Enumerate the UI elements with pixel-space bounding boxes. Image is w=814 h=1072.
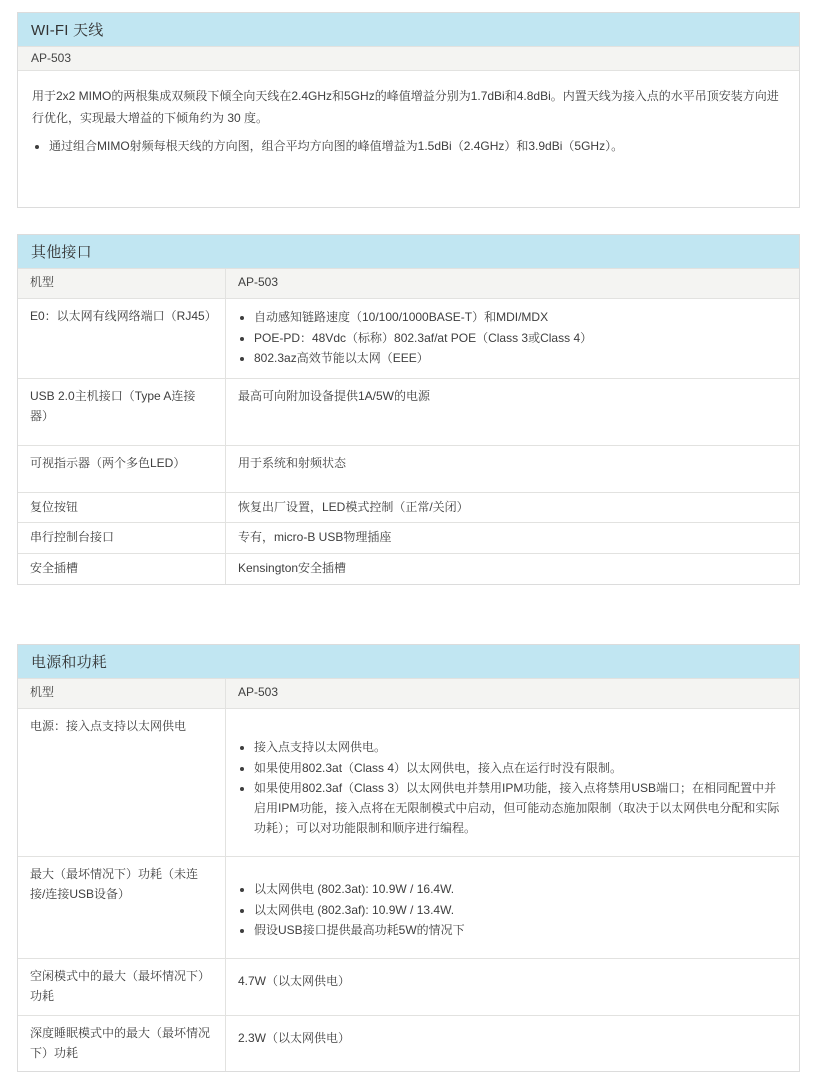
antenna-paragraph: 用于2x2 MIMO的两根集成双频段下倾全向天线在2.4GHz和5GHz的峰值增益分别为1.7dBi和4.8dBi。内置天线为接入点的水平吊顶安装方向进行优化，实现最大增益的下倾角约为 30 度。 (32, 89, 779, 126)
table-row-visual-indicators (18, 445, 799, 492)
section-title-other-interfaces: 其他接口 (18, 235, 799, 268)
row-label: 安全插槽 (18, 554, 226, 584)
table-row-security-slot (18, 553, 799, 584)
antenna-description-cell (18, 70, 799, 207)
row-value: 用于系统和射频状态 (238, 455, 347, 470)
table-header-row (18, 678, 799, 708)
section-title-wifi-antenna: WI-FI 天线 (18, 13, 799, 46)
antenna-bullet: • 通过组合MIMO射频每根天线的方向图，组合平均方向图的峰值增益为1.5dBi（2.4GHz）和3.9dBi（5GHz）。 (49, 135, 785, 157)
bullet-item: • 如果使用802.3at（Class 4）以太网供电，接入点在运行时没有限制。 (254, 759, 787, 779)
bullet-item: • 接入点支持以太网供电。 (254, 738, 787, 758)
spec-document (17, 12, 800, 1072)
section-other-interfaces (17, 234, 800, 585)
table-row-deepsleep-consumption (18, 1015, 799, 1072)
row-value (226, 709, 799, 856)
table-row-reset-button (18, 492, 799, 523)
bullet-item: • 如果使用802.3af（Class 3）以太网供电并禁用IPM功能，接入点将禁用USB端口；在相同配置中并启用IPM功能，接入点将在无限制模式中启动，但可能动态施加限制（取决于以太网供电分配和实际功耗）；可以对功能限制和顺序进行编程。 (254, 779, 787, 838)
section-wifi-antenna (17, 12, 800, 208)
table-row-power-source (18, 708, 799, 856)
table-row-serial-console (18, 522, 799, 553)
row-value: 2.3W（以太网供电） (238, 1030, 351, 1045)
row-value (226, 857, 799, 958)
row-label: 可视指示器（两个多色LED） (18, 446, 226, 492)
bullet-item: • 以太网供电 (802.3at): 10.9W / 16.4W. (254, 880, 787, 900)
column-header-ap503: AP-503 (238, 684, 279, 699)
table-header-row (18, 268, 799, 298)
column-header-ap503: AP-503 (238, 275, 279, 289)
row-label: 串行控制台接口 (18, 523, 226, 553)
row-label: 最大（最坏情况下）功耗（未连接/连接USB设备） (18, 857, 226, 958)
table-row-max-consumption (18, 856, 799, 958)
row-label: 电源：接入点支持以太网供电 (18, 709, 226, 856)
power-bullet-list (238, 738, 787, 839)
row-value (226, 299, 799, 378)
row-label: 深度睡眠模式中的最大（最坏情况下）功耗 (18, 1016, 226, 1072)
row-value: 4.7W（以太网供电） (238, 974, 351, 989)
table-row-usb-host (18, 378, 799, 445)
row-label: USB 2.0主机接口（Type A连接器） (18, 379, 226, 445)
row-label: 空闲模式中的最大（最坏情况下）功耗 (18, 959, 226, 1015)
bullet-item: • 假设USB接口提供最高功耗5W的情况下 (254, 921, 787, 941)
max-power-bullet-list (238, 880, 787, 941)
bullet-item: • 以太网供电 (802.3af): 10.9W / 13.4W. (254, 901, 787, 921)
row-value: Kensington安全插槽 (238, 561, 347, 576)
row-value: 恢复出厂设置，LED模式控制（正常/关闭） (238, 499, 469, 514)
ethernet-bullet-list (238, 308, 787, 369)
section-power-consumption (17, 644, 800, 1072)
column-header-model: 机型 (18, 269, 226, 298)
row-label: E0：以太网有线网络端口（RJ45） (18, 299, 226, 378)
bullet-item: • POE-PD：48Vdc（标称）802.3af/at POE（Class 3或Class 4） (254, 329, 787, 349)
row-label: 复位按钮 (18, 493, 226, 523)
table-row-ethernet-port (18, 298, 799, 378)
row-value: 最高可向附加设备提供1A/5W的电源 (238, 389, 431, 404)
section-title-power-consumption: 电源和功耗 (18, 645, 799, 678)
antenna-bullet-list (32, 135, 785, 157)
table-row-idle-consumption (18, 958, 799, 1015)
column-header-model: 机型 (18, 679, 226, 708)
model-subheader: AP-503 (18, 46, 799, 70)
row-value: 专有，micro-B USB物理插座 (238, 530, 392, 545)
bullet-item: • 802.3az高效节能以太网（EEE） (254, 349, 787, 369)
bullet-item: • 自动感知链路速度（10/100/1000BASE-T）和MDI/MDX (254, 308, 787, 328)
